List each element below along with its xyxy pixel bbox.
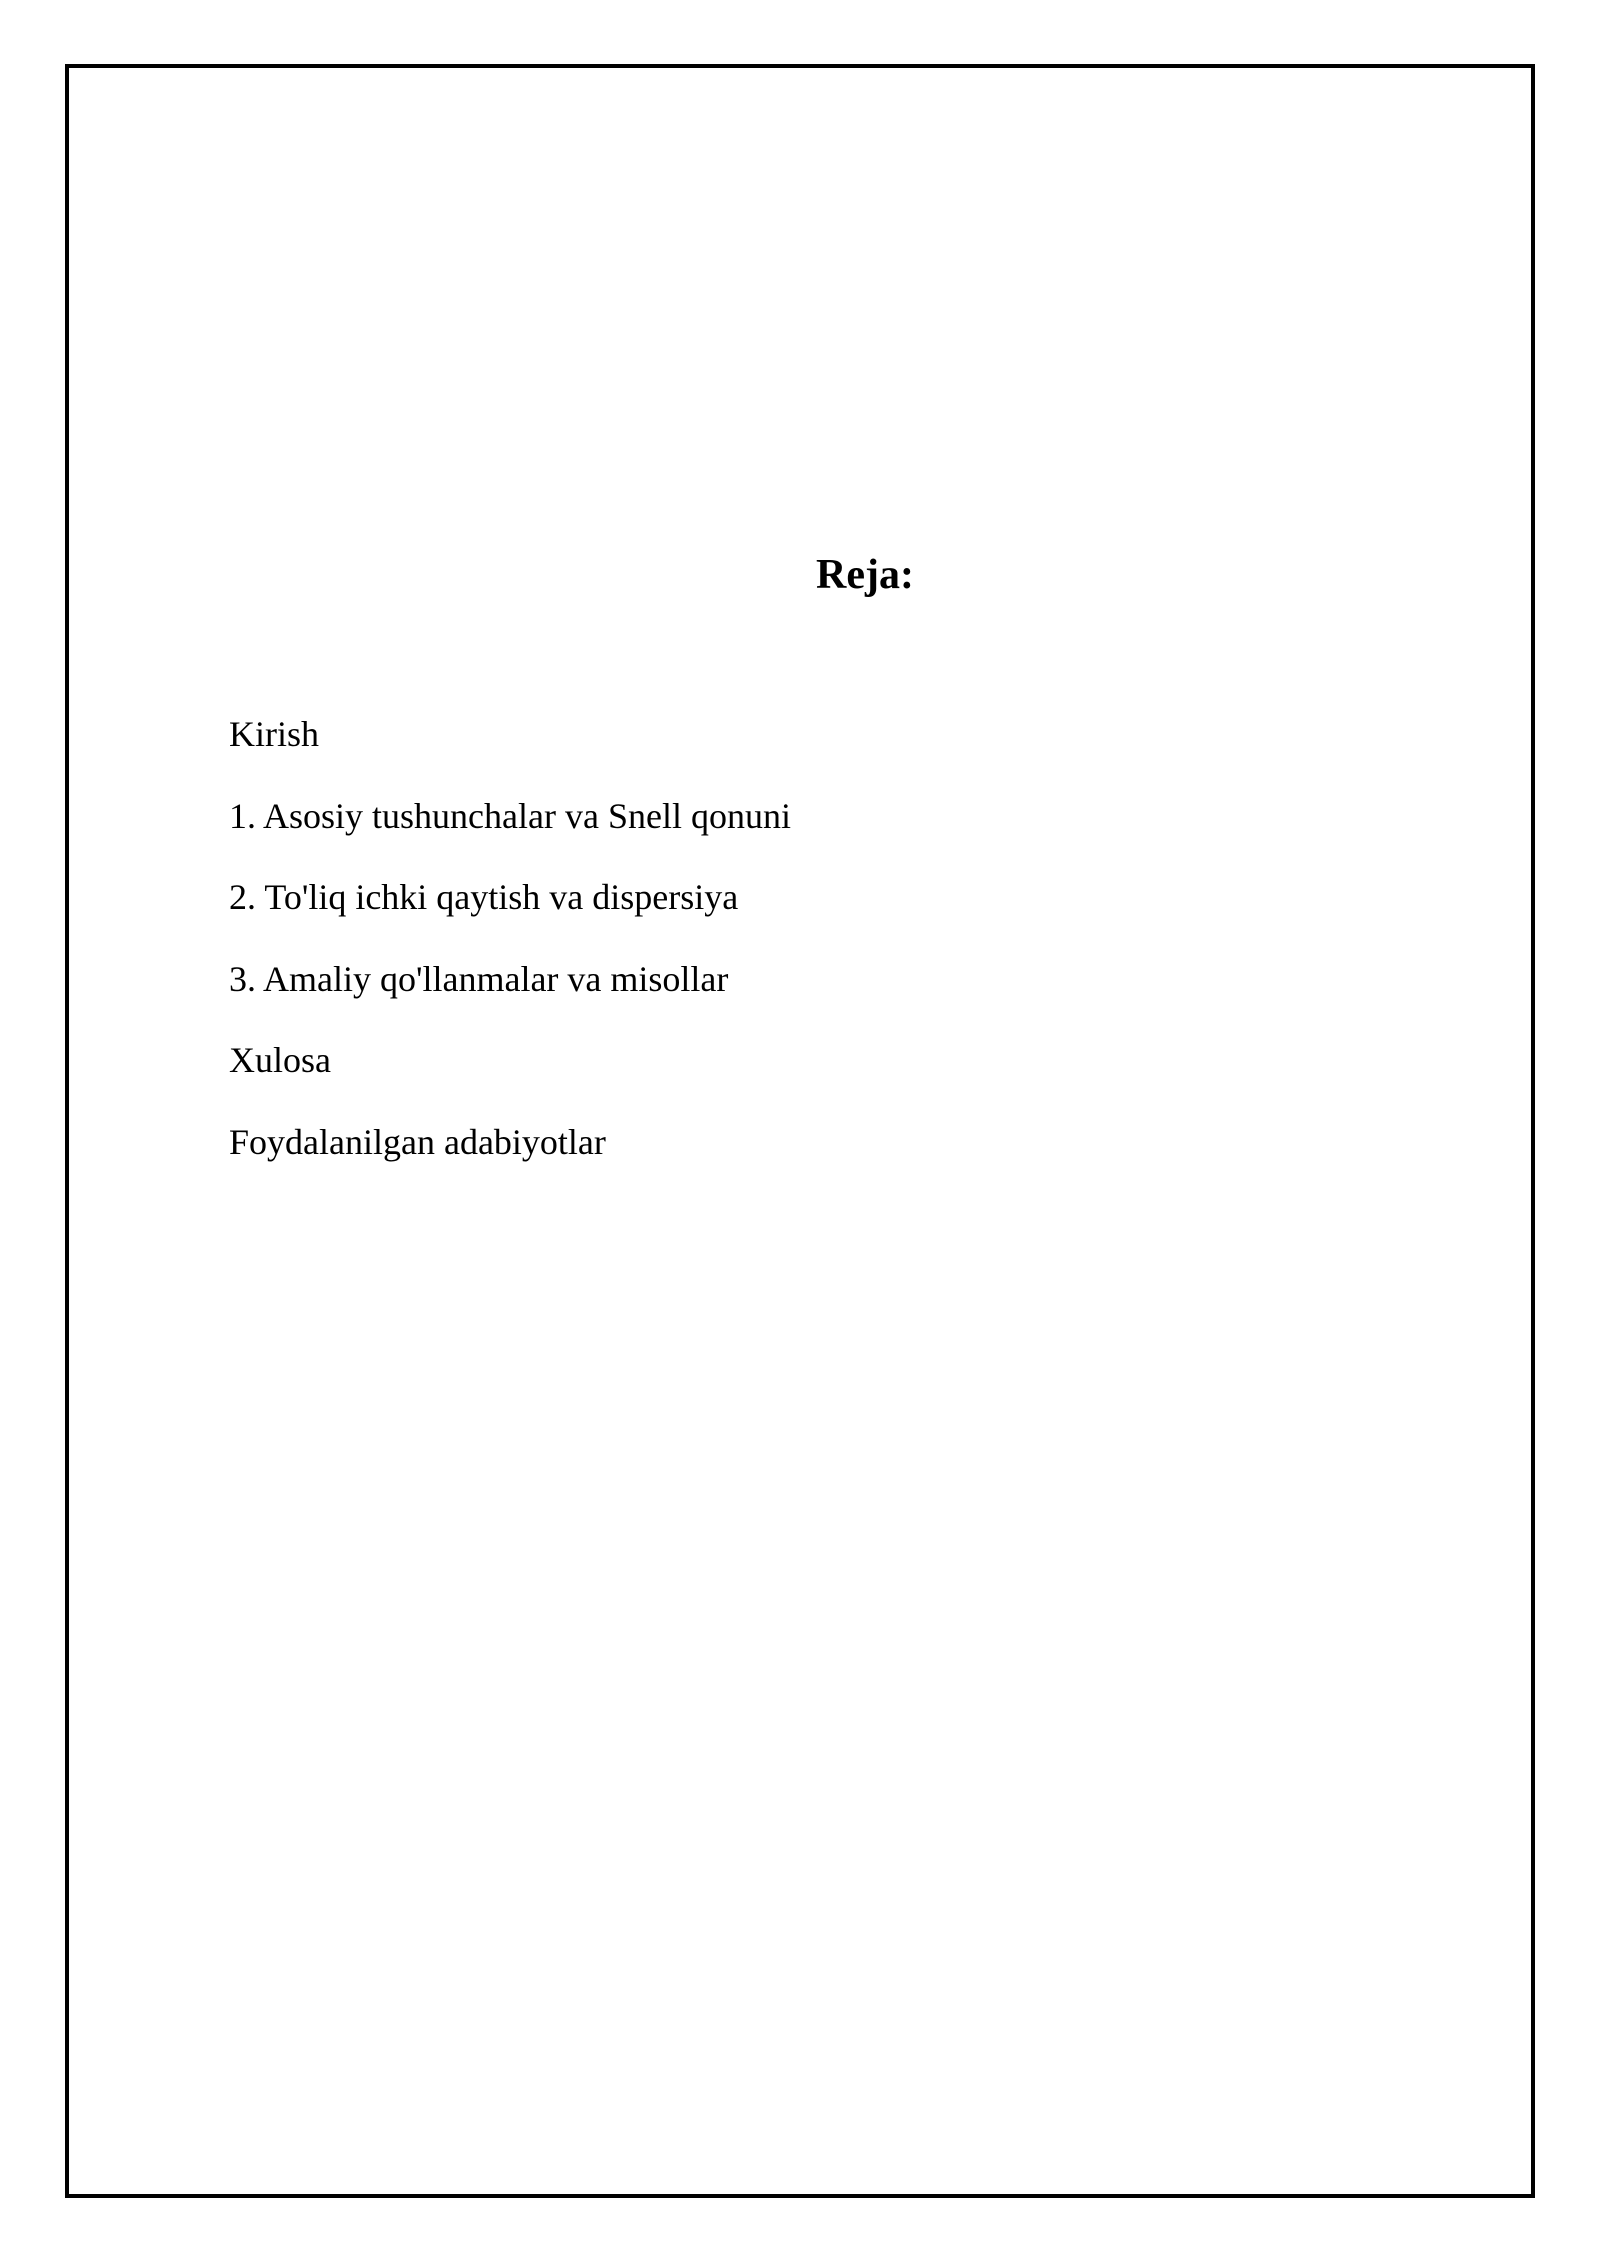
plan-item-introduction: Kirish	[229, 714, 319, 754]
page-title: Reja:	[816, 552, 914, 598]
plan-item-references: Foydalanilgan adabiyotlar	[229, 1121, 606, 1162]
plan-item-section-3: 3. Amaliy qo'llanmalar va misollar	[229, 958, 729, 999]
plan-list	[229, 694, 791, 1183]
plan-item-section-1: 1. Asosiy tushunchalar va Snell qonuni	[229, 795, 791, 836]
plan-item-section-2: 2. To'liq ichki qaytish va dispersiya	[229, 877, 739, 917]
plan-item-conclusion: Xulosa	[229, 1040, 331, 1080]
